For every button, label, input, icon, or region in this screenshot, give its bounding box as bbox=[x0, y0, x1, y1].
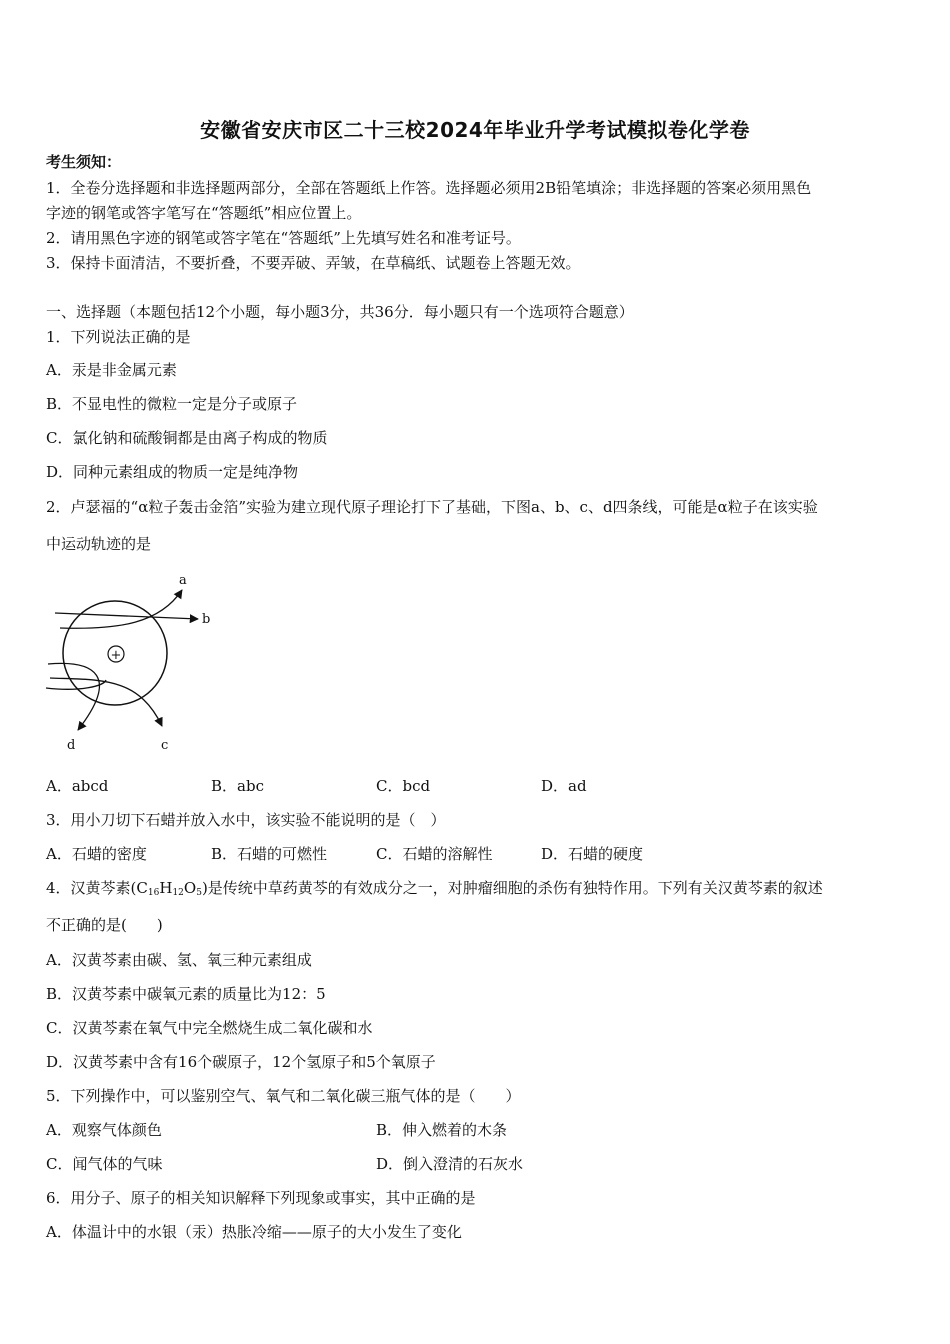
q3-option-b: B．石蜡的可燃性 bbox=[211, 845, 328, 863]
trajectory-a bbox=[60, 590, 182, 628]
label-d: d bbox=[67, 738, 76, 753]
notice-item-2: 2．请用黑色字迹的钢笔或答字笔在“答题纸”上先填写姓名和准考证号。 bbox=[46, 229, 521, 247]
q3-option-c: C．石蜡的溶解性 bbox=[376, 845, 493, 863]
q2-stem-line2: 中运动轨迹的是 bbox=[46, 535, 152, 553]
notice-item-1: 1．全卷分选择题和非选择题两部分，全部在答题纸上作答。选择题必须用2B铅笔填涂；非选择题的答案必须用黑色 bbox=[46, 179, 812, 197]
q1-option-a: A．汞是非金属元素 bbox=[46, 361, 177, 379]
notice-heading: 考生须知： bbox=[46, 153, 122, 171]
q6-stem: 6．用分子、原子的相关知识解释下列现象或事实，其中正确的是 bbox=[46, 1189, 476, 1207]
q4-formula: $C_{16}H_{12}O_5$ bbox=[136, 879, 202, 898]
notice-item-1-cont: 字迹的钢笔或答字笔写在“答题纸”相应位置上。 bbox=[46, 204, 362, 222]
q2-option-b: B．abc bbox=[211, 777, 264, 795]
trajectory-c bbox=[50, 678, 162, 726]
q4-option-a: A．汉黄芩素由碳、氢、氧三种元素组成 bbox=[46, 951, 312, 969]
nucleus-label: + bbox=[110, 648, 122, 663]
q2-option-d: D．ad bbox=[541, 777, 587, 795]
notice-item-3: 3．保持卡面清洁，不要折叠，不要弄破、弄皱，在草稿纸、试题卷上答题无效。 bbox=[46, 254, 581, 272]
q4-stem-prefix: 4．汉黄芩素( bbox=[46, 879, 137, 897]
q4-option-c: C．汉黄芩素在氧气中完全燃烧生成二氧化碳和水 bbox=[46, 1019, 373, 1037]
q5-option-b: B．伸入燃着的木条 bbox=[376, 1121, 508, 1139]
label-c: c bbox=[161, 738, 169, 753]
q5-option-d: D．倒入澄清的石灰水 bbox=[376, 1155, 524, 1173]
q6-option-a: A．体温计中的水银（汞）热胀冷缩——原子的大小发生了变化 bbox=[46, 1223, 462, 1241]
label-b: b bbox=[202, 612, 211, 627]
label-a: a bbox=[179, 573, 187, 588]
q3-option-d: D．石蜡的硬度 bbox=[541, 845, 644, 863]
q1-option-d: D．同种元素组成的物质一定是纯净物 bbox=[46, 463, 299, 481]
q4-stem-line1 bbox=[46, 878, 823, 898]
q5-option-a: A．观察气体颜色 bbox=[46, 1121, 162, 1139]
q1-option-c: C．氯化钠和硫酸铜都是由离子构成的物质 bbox=[46, 429, 328, 447]
q4-stem-suffix: )是传统中草药黄芩的有效成分之一，对肿瘤细胞的杀伤有独特作用。下列有关汉黄芩素的叙述 bbox=[201, 879, 823, 897]
q2-stem-line1: 2．卢瑟福的“α粒子轰击金箔”实验为建立现代原子理论打下了基础，下图a、b、c、d四条线，可能是α粒子在该实验 bbox=[46, 498, 818, 516]
trajectory-d bbox=[48, 663, 99, 730]
q4-option-d: D．汉黄芩素中含有16个碳原子，12个氢原子和5个氧原子 bbox=[46, 1053, 436, 1071]
q1-stem: 1．下列说法正确的是 bbox=[46, 328, 191, 346]
q4-option-b: B．汉黄芩素中碳氧元素的质量比为12：5 bbox=[46, 985, 326, 1003]
q2-option-a: A．abcd bbox=[46, 777, 109, 795]
rutherford-scattering-figure bbox=[40, 568, 230, 758]
q3-stem: 3．用小刀切下石蜡并放入水中，该实验不能说明的是（ ） bbox=[46, 811, 446, 829]
q5-option-c: C．闻气体的气味 bbox=[46, 1155, 163, 1173]
q5-stem: 5．下列操作中，可以鉴别空气、氧气和二氧化碳三瓶气体的是（ ） bbox=[46, 1087, 521, 1105]
q3-option-a: A．石蜡的密度 bbox=[46, 845, 147, 863]
q4-stem-line2: 不正确的是( ) bbox=[46, 916, 163, 934]
q2-option-c: C．bcd bbox=[376, 777, 431, 795]
section-heading: 一、选择题（本题包括12个小题，每小题3分，共36分．每小题只有一个选项符合题意） bbox=[46, 303, 634, 321]
q1-option-b: B．不显电性的微粒一定是分子或原子 bbox=[46, 395, 298, 413]
page-title: 安徽省安庆市区二十三校2024年毕业升学考试模拟卷化学卷 bbox=[200, 118, 750, 142]
